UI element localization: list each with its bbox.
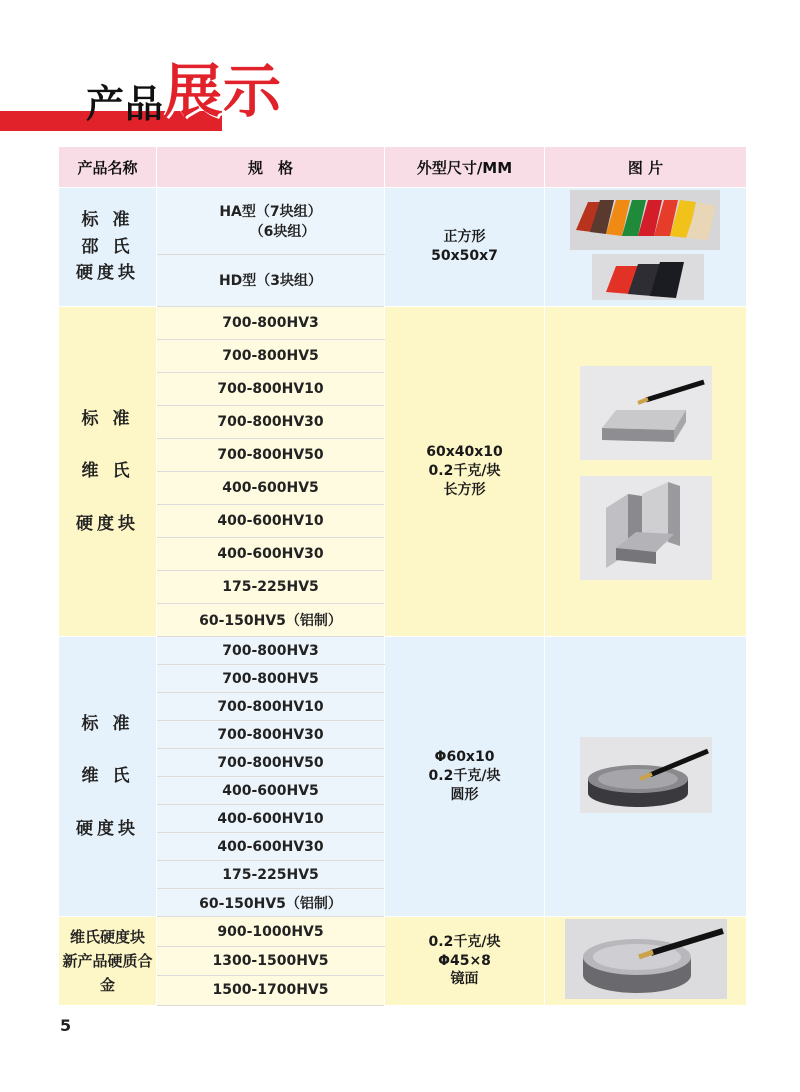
group2-spec-row: 400-600HV30 xyxy=(157,538,385,571)
group3-name: 标 准 维 氏 硬度块 xyxy=(59,637,157,917)
round-vickers-block-image xyxy=(576,735,716,815)
header-size: 外型尺寸/MM xyxy=(385,147,545,188)
product-table xyxy=(58,146,747,1006)
group3-spec-row: 400-600HV10 xyxy=(157,805,385,833)
group3-spec-row: 700-800HV30 xyxy=(157,721,385,749)
group4-size: 0.2千克/块 Φ45×8 镜面 xyxy=(385,917,545,1006)
group2-size: 60x40x10 0.2千克/块 长方形 xyxy=(385,307,545,637)
hd-blocks-icon xyxy=(606,262,684,298)
group3-spec-row: 700-800HV50 xyxy=(157,749,385,777)
header-name: 产品名称 xyxy=(59,147,157,188)
group3-size: Φ60x10 0.2千克/块 圆形 xyxy=(385,637,545,917)
group3-spec-row: 700-800HV10 xyxy=(157,693,385,721)
page-number: 5 xyxy=(60,1016,72,1035)
group3-spec-row: 400-600HV30 xyxy=(157,833,385,861)
group2-picture xyxy=(545,307,747,637)
group3-spec-row: 60-150HV5（铝制） xyxy=(157,889,385,917)
group4-spec-row: 900-1000HV5 xyxy=(157,917,385,947)
group4-name: 维氏硬度块 新产品硬质合金 xyxy=(59,917,157,1006)
group3-spec-row: 175-225HV5 xyxy=(157,861,385,889)
group2-spec-row: 400-600HV5 xyxy=(157,472,385,505)
header-spec: 规 格 xyxy=(157,147,385,188)
title-part-1: 产品 xyxy=(86,82,165,126)
carbide-block-image xyxy=(561,917,731,1001)
group2-spec-row: 175-225HV5 xyxy=(157,571,385,604)
header-picture: 图 片 xyxy=(545,147,747,188)
shore-blocks-image xyxy=(566,188,726,302)
group2-spec-row: 700-800HV3 xyxy=(157,307,385,340)
rect-vickers-blocks-image xyxy=(576,358,716,582)
group2-spec-row: 700-800HV5 xyxy=(157,340,385,373)
group1-name: 标 准 邵 氏 硬度块 xyxy=(59,188,157,307)
group2-spec-row: 700-800HV30 xyxy=(157,406,385,439)
group4-spec-row: 1500-1700HV5 xyxy=(157,975,385,1005)
group4-spec-row: 1300-1500HV5 xyxy=(157,947,385,975)
group3-spec-row: 700-800HV5 xyxy=(157,665,385,693)
page-title xyxy=(86,44,282,134)
title-part-2: 展示 xyxy=(164,57,283,125)
group1-size: 正方形 50x50x7 xyxy=(385,188,545,307)
group2-name: 标 准 维 氏 硬度块 xyxy=(59,307,157,637)
group3-spec-row: 700-800HV3 xyxy=(157,637,385,665)
group1-spec-ha: HA型（7块组） （6块组） xyxy=(157,188,385,255)
group2-spec-row: 700-800HV10 xyxy=(157,373,385,406)
group2-spec-row: 60-150HV5（铝制） xyxy=(157,604,385,637)
group3-spec-row: 400-600HV5 xyxy=(157,777,385,805)
group2-spec-row: 400-600HV10 xyxy=(157,505,385,538)
group1-spec-hd: HD型（3块组） xyxy=(157,254,385,306)
group3-picture xyxy=(545,637,747,917)
group2-spec-row: 700-800HV50 xyxy=(157,439,385,472)
group1-picture xyxy=(545,188,747,307)
group4-picture xyxy=(545,917,747,1006)
